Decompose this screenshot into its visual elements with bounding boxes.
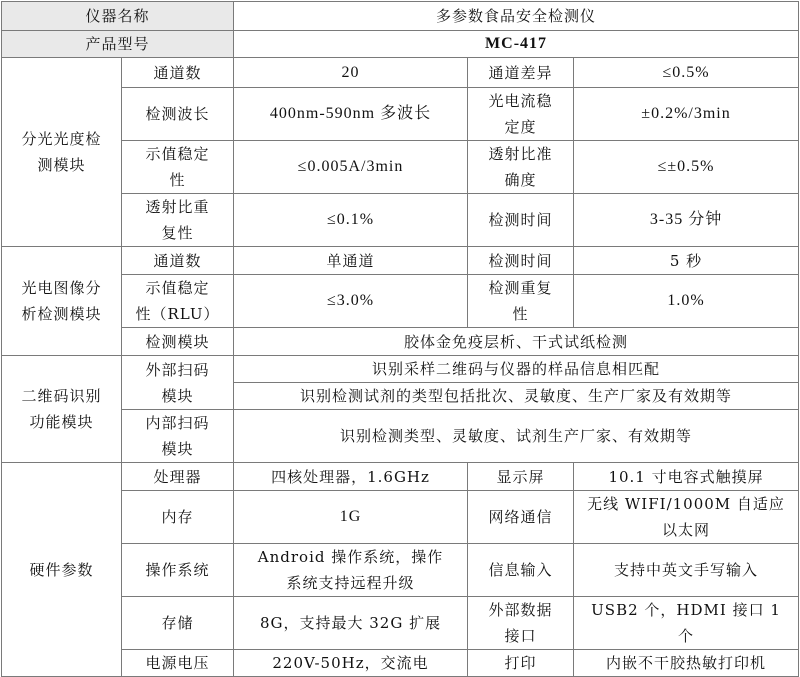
- hardware-label: [122, 491, 234, 544]
- hardware-value: [234, 491, 468, 544]
- hardware-label-line: 处理器: [153, 467, 202, 486]
- spectro-label: [468, 194, 574, 247]
- photo-label: [468, 247, 574, 275]
- hardware-label: [122, 463, 234, 491]
- spectro-label-line: 透射比准: [488, 145, 553, 163]
- hardware-label-line: 打印: [504, 654, 537, 672]
- external-scan-label-line: 模块: [161, 386, 194, 405]
- spectro-label-line: 通道数: [153, 63, 202, 82]
- photo-label-line: 性（RLU）: [135, 305, 220, 323]
- spectro-label-line: 光电流稳: [488, 92, 553, 110]
- qr-title-line: 功能模块: [29, 413, 94, 431]
- hardware-value-line: 无线 WIFI/1000M 自适应: [587, 495, 785, 513]
- photo-title-line: 光电图像分: [21, 279, 102, 297]
- photo-row: [2, 247, 799, 275]
- spectro-value: ≤0.5%: [574, 58, 799, 88]
- photo-label-line: 性: [512, 305, 529, 323]
- hardware-label-line: 电源电压: [145, 654, 210, 672]
- photo-label-line: 通道数: [153, 251, 202, 270]
- hardware-row: [2, 597, 799, 650]
- photo-title-line: 析检测模块: [21, 305, 102, 323]
- spectro-row: [2, 194, 799, 247]
- spectro-value: ≤0.005A/3min: [234, 141, 468, 194]
- spectro-label-line: 通道差异: [488, 63, 553, 82]
- hardware-label-line: 信息输入: [488, 561, 553, 579]
- spectro-label-line: 复性: [161, 224, 194, 242]
- model-label: 产品型号: [2, 31, 234, 58]
- spectro-label: [468, 141, 574, 194]
- hardware-value: [574, 463, 799, 491]
- spectro-title-line: 分光光度检: [21, 130, 102, 148]
- hardware-value-line: 内嵌不干胶热敏打印机: [606, 654, 767, 672]
- hardware-value-line: 个: [678, 627, 695, 645]
- external-scan-label-line: 外部扫码: [145, 360, 210, 379]
- spectro-label-line: 检测波长: [145, 105, 210, 123]
- spectro-label: [122, 88, 234, 141]
- internal-scan-label-line: 内部扫码: [145, 414, 210, 432]
- spectro-value: 400nm-590nm 多波长: [234, 88, 468, 141]
- hardware-value: [574, 597, 799, 650]
- photo-value: 5 秒: [574, 247, 799, 275]
- hardware-label: [122, 544, 234, 597]
- spectro-label-line: 检测时间: [488, 211, 553, 229]
- spectro-value: 20: [234, 58, 468, 88]
- hardware-value: [574, 491, 799, 544]
- hardware-label-line: 存储: [161, 614, 194, 632]
- photo-title: [2, 247, 122, 356]
- hardware-value-line: 10.1 寸电容式触摸屏: [608, 467, 764, 486]
- hardware-row: [2, 650, 799, 677]
- photo-row: [2, 275, 799, 328]
- hardware-row: [2, 491, 799, 544]
- hardware-value-line: 8G，支持最大 32G 扩展: [259, 614, 442, 632]
- hardware-value: [574, 650, 799, 677]
- detection-module-label: 检测模块: [122, 328, 234, 356]
- external-scan-value: 识别检测试剂的类型包括批次、灵敏度、生产厂家及有效期等: [234, 383, 799, 410]
- spec-table: [1, 1, 799, 677]
- hardware-label: [468, 597, 574, 650]
- spectro-label-line: 性: [169, 171, 186, 189]
- hardware-label: [122, 597, 234, 650]
- photo-value: 单通道: [234, 247, 468, 275]
- spectro-value: ≤0.1%: [234, 194, 468, 247]
- spectro-label: [122, 58, 234, 88]
- hardware-label: [468, 463, 574, 491]
- hardware-value-line: Android 操作系统，操作: [257, 548, 444, 566]
- model-value: MC-417: [234, 31, 799, 58]
- photo-value: 1.0%: [574, 275, 799, 328]
- hardware-value: [234, 544, 468, 597]
- hardware-label-line: 内存: [161, 508, 194, 526]
- photo-label-line: 检测重复: [488, 279, 553, 297]
- hardware-row: [2, 544, 799, 597]
- photo-label: [122, 247, 234, 275]
- hardware-label: [122, 650, 234, 677]
- spectro-row: [2, 58, 799, 88]
- hardware-label-line: 操作系统: [145, 561, 210, 579]
- hardware-value: [234, 597, 468, 650]
- photo-label-line: 示值稳定: [145, 279, 210, 297]
- hardware-label-line: 网络通信: [488, 508, 553, 526]
- hardware-value: [234, 463, 468, 491]
- hardware-label: [468, 650, 574, 677]
- hardware-value: [574, 544, 799, 597]
- spectro-label-line: 透射比重: [145, 198, 210, 216]
- spectro-row: [2, 141, 799, 194]
- qr-title: [2, 356, 122, 463]
- hardware-label: [468, 544, 574, 597]
- spectro-label-line: 确度: [504, 171, 537, 189]
- spectro-title: [2, 58, 122, 247]
- hardware-value: [234, 650, 468, 677]
- hardware-row: [2, 463, 799, 491]
- row-instrument-name: [2, 2, 799, 31]
- hardware-label-line: 外部数据: [488, 601, 553, 619]
- spectro-label-line: 示值稳定: [145, 145, 210, 163]
- hardware-value-line: 220V-50Hz，交流电: [272, 654, 429, 672]
- detection-module-value: 胶体金免疫层析、干式试纸检测: [234, 328, 799, 356]
- qr-title-line: 二维码识别: [21, 387, 102, 405]
- instrument-name-value: 多参数食品安全检测仪: [234, 2, 799, 31]
- spectro-value: 3-35 分钟: [574, 194, 799, 247]
- hardware-label-line: 接口: [504, 627, 537, 645]
- qr-row: [2, 410, 799, 463]
- photo-label: [122, 275, 234, 328]
- hardware-value-line: 1G: [339, 508, 362, 525]
- external-scan-label: [122, 356, 234, 410]
- hardware-label-line: 显示屏: [496, 467, 545, 486]
- spectro-value: ≤±0.5%: [574, 141, 799, 194]
- spectro-value: ±0.2%/3min: [574, 88, 799, 141]
- spectro-label-line: 定度: [504, 118, 537, 136]
- hardware-value-line: USB2 个，HDMI 接口 1: [591, 601, 781, 619]
- spectro-label: [468, 88, 574, 141]
- spectro-label: [468, 58, 574, 88]
- internal-scan-value: 识别检测类型、灵敏度、试剂生产厂家、有效期等: [234, 410, 799, 463]
- spectro-label: [122, 194, 234, 247]
- hardware-title: 硬件参数: [2, 463, 122, 677]
- spectro-row: [2, 88, 799, 141]
- external-scan-value: 识别采样二维码与仪器的样品信息相匹配: [234, 356, 799, 383]
- photo-label: [468, 275, 574, 328]
- hardware-value-line: 系统支持远程升级: [286, 574, 415, 592]
- hardware-value-line: 四核处理器，1.6GHz: [271, 467, 430, 486]
- photo-label-line: 检测时间: [488, 251, 553, 270]
- row-model: [2, 31, 799, 58]
- photo-module-row: [2, 328, 799, 356]
- hardware-label: [468, 491, 574, 544]
- hardware-value-line: 支持中英文手写输入: [614, 561, 759, 579]
- qr-row: [2, 356, 799, 383]
- internal-scan-label-line: 模块: [161, 440, 194, 458]
- spectro-title-line: 测模块: [37, 156, 86, 174]
- instrument-name-label: 仪器名称: [2, 2, 234, 31]
- spectro-label: [122, 141, 234, 194]
- internal-scan-label: [122, 410, 234, 463]
- hardware-value-line: 以太网: [662, 521, 711, 539]
- photo-value: ≤3.0%: [234, 275, 468, 328]
